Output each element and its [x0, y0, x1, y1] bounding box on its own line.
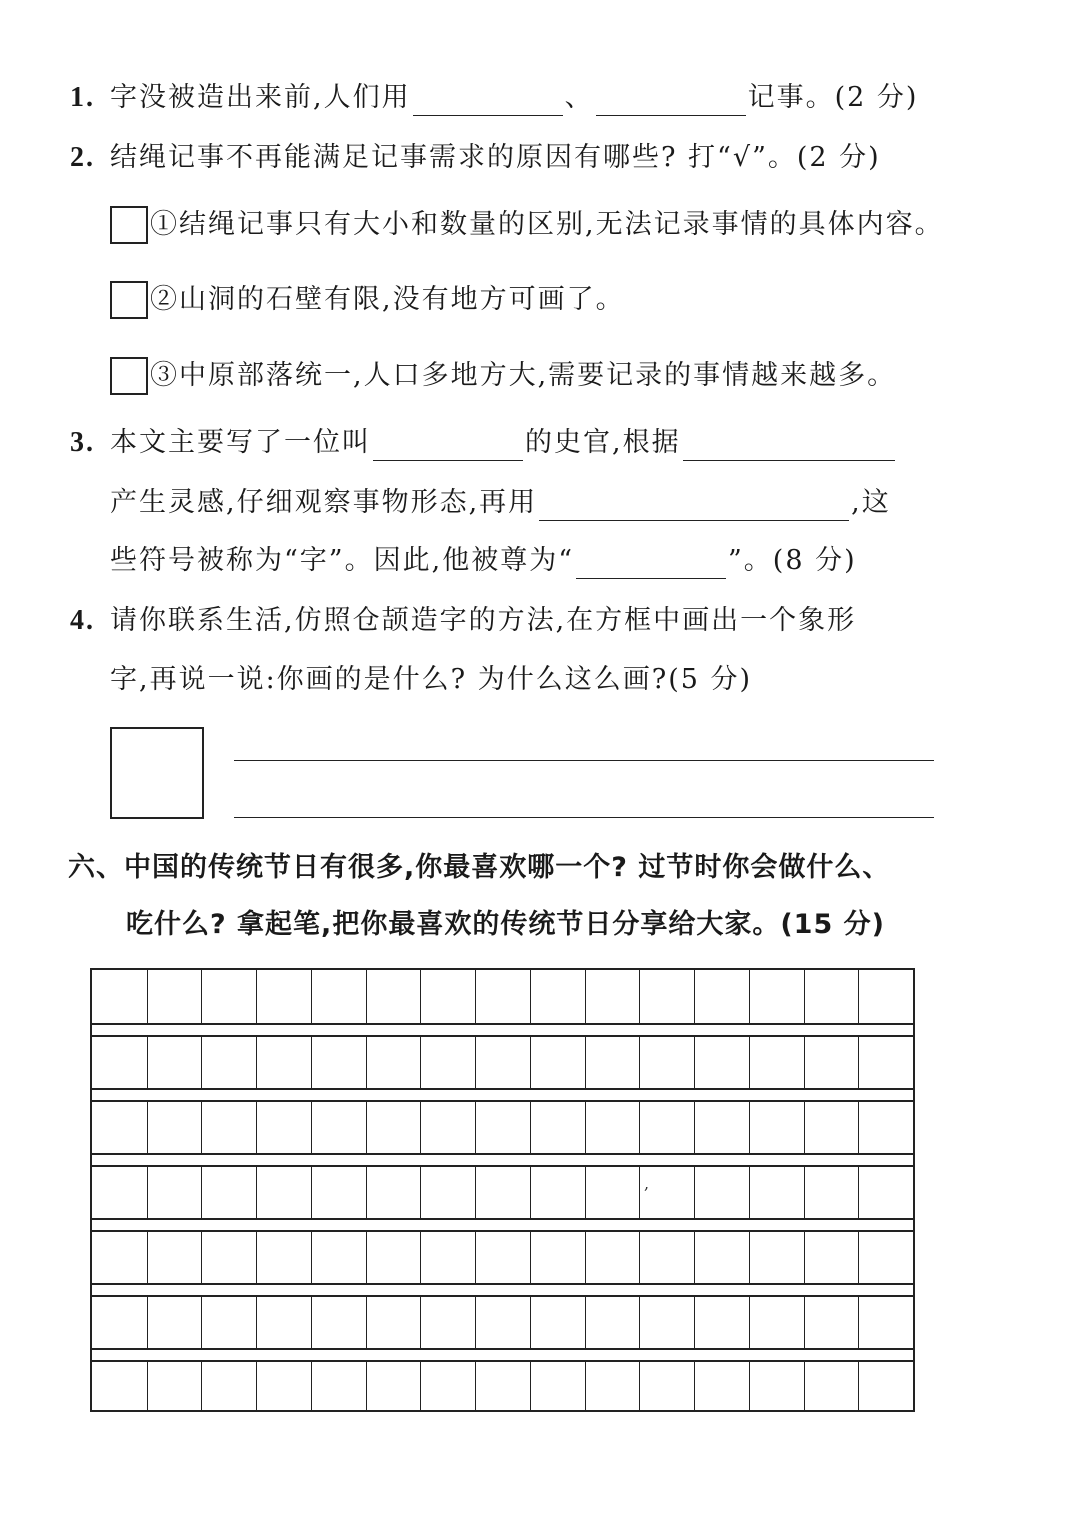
question-3-text: 的史官,根据: [525, 427, 681, 458]
grid-row: [92, 968, 913, 1025]
grid-cell-divider: [804, 1297, 805, 1348]
checkbox-option-3[interactable]: [110, 357, 148, 395]
grid-cell-divider: [366, 1102, 367, 1153]
question-4-line-1: [70, 603, 856, 639]
grid-cell-divider: [147, 1102, 148, 1153]
grid-cell-divider: [639, 1167, 640, 1218]
drawing-box[interactable]: [110, 727, 204, 819]
grid-cell-divider: [530, 968, 531, 1023]
grid-cell-divider: [311, 1297, 312, 1348]
grid-cell-divider: [694, 1037, 695, 1088]
grid-cell-divider: [475, 1167, 476, 1218]
question-2: [70, 140, 881, 176]
question-number: 3.: [70, 427, 95, 458]
grid-cell-divider: [804, 1102, 805, 1153]
grid-cell-divider: [311, 1232, 312, 1283]
option-1-label: ①结绳记事只有大小和数量的区别,无法记录事情的具体内容。: [150, 209, 944, 240]
grid-cell-divider: [311, 968, 312, 1023]
grid-row: [92, 1100, 913, 1155]
answer-blank[interactable]: [683, 430, 895, 461]
grid-cell-divider: [147, 1297, 148, 1348]
grid-cell-divider: [366, 1232, 367, 1283]
grid-cell-divider: [475, 1037, 476, 1088]
grid-cell-divider: [201, 1232, 202, 1283]
grid-cell-divider: [585, 1362, 586, 1410]
grid-cell-divider: [256, 1362, 257, 1410]
grid-cell-divider: [475, 1362, 476, 1410]
grid-cell-divider: [694, 1297, 695, 1348]
writing-line[interactable]: [234, 760, 934, 761]
answer-blank[interactable]: [413, 85, 563, 116]
grid-cell-divider: [420, 1167, 421, 1218]
grid-cell-divider: [420, 1232, 421, 1283]
checkbox-option-1[interactable]: [110, 206, 148, 244]
option-2-label: ②山洞的石壁有限,没有地方可画了。: [150, 284, 625, 315]
grid-cell-divider: [256, 1037, 257, 1088]
grid-cell-divider: [311, 1167, 312, 1218]
question-1-text-end: 记事。(2 分): [747, 82, 919, 113]
grid-row: [92, 1230, 913, 1285]
grid-cell-divider: [256, 1232, 257, 1283]
section-6-prompt-line-1: 六、中国的传统节日有很多,你最喜欢哪一个? 过节时你会做什么、: [68, 852, 891, 883]
question-4-line-2: 字,再说一说:你画的是什么? 为什么这么画?(5 分): [110, 664, 753, 695]
question-3-line-3: [110, 543, 857, 579]
separator: 、: [564, 82, 594, 113]
stray-mark: ,: [644, 1174, 650, 1193]
grid-row: [92, 1035, 913, 1090]
grid-cell-divider: [639, 1362, 640, 1410]
writing-line[interactable]: [234, 817, 934, 818]
grid-cell-divider: [585, 1037, 586, 1088]
grid-cell-divider: [749, 1232, 750, 1283]
question-number: 2.: [70, 142, 95, 173]
grid-cell-divider: [694, 1232, 695, 1283]
grid-cell-divider: [694, 1102, 695, 1153]
grid-cell-divider: [147, 968, 148, 1023]
question-2-text: 结绳记事不再能满足记事需求的原因有哪些? 打“√”。(2 分): [110, 142, 881, 173]
grid-cell-divider: [858, 1297, 859, 1348]
grid-cell-divider: [749, 1102, 750, 1153]
grid-cell-divider: [530, 1297, 531, 1348]
grid-cell-divider: [639, 1232, 640, 1283]
grid-cell-divider: [201, 968, 202, 1023]
grid-cell-divider: [639, 1297, 640, 1348]
grid-cell-divider: [585, 968, 586, 1023]
grid-cell-divider: [311, 1362, 312, 1410]
grid-cell-divider: [530, 1362, 531, 1410]
grid-cell-divider: [639, 968, 640, 1023]
section-6-prompt-line-2: 吃什么? 拿起笔,把你最喜欢的传统节日分享给大家。(15 分): [126, 909, 885, 940]
grid-cell-divider: [311, 1037, 312, 1088]
grid-cell-divider: [201, 1297, 202, 1348]
grid-cell-divider: [475, 1102, 476, 1153]
question-1-text-start: 字没被造出来前,人们用: [110, 82, 411, 113]
grid-cell-divider: [694, 1167, 695, 1218]
grid-cell-divider: [585, 1297, 586, 1348]
grid-cell-divider: [858, 968, 859, 1023]
grid-cell-divider: [858, 1037, 859, 1088]
grid-cell-divider: [475, 968, 476, 1023]
grid-cell-divider: [366, 1037, 367, 1088]
grid-cell-divider: [804, 968, 805, 1023]
answer-blank[interactable]: [596, 85, 746, 116]
question-1: [70, 80, 918, 116]
question-4-text: 请你联系生活,仿照仓颉造字的方法,在方框中画出一个象形: [110, 605, 857, 636]
writing-grid[interactable]: [90, 968, 915, 1412]
question-3-text: 些符号被称为“字”。因此,他被尊为“: [110, 545, 574, 576]
grid-cell-divider: [804, 1362, 805, 1410]
grid-cell-divider: [858, 1232, 859, 1283]
grid-cell-divider: [858, 1102, 859, 1153]
grid-cell-divider: [530, 1037, 531, 1088]
grid-cell-divider: [201, 1362, 202, 1410]
grid-cell-divider: [420, 1102, 421, 1153]
question-3-text: ”。(8 分): [728, 545, 857, 576]
grid-cell-divider: [530, 1102, 531, 1153]
grid-row: [92, 1360, 913, 1410]
grid-cell-divider: [201, 1167, 202, 1218]
grid-cell-divider: [749, 968, 750, 1023]
grid-cell-divider: [639, 1102, 640, 1153]
grid-cell-divider: [585, 1232, 586, 1283]
grid-cell-divider: [804, 1037, 805, 1088]
grid-cell-divider: [530, 1167, 531, 1218]
grid-cell-divider: [749, 1167, 750, 1218]
answer-blank[interactable]: [373, 430, 523, 461]
grid-row: [92, 1295, 913, 1350]
grid-cell-divider: [256, 1167, 257, 1218]
grid-cell-divider: [201, 1102, 202, 1153]
grid-cell-divider: [585, 1167, 586, 1218]
grid-cell-divider: [256, 1297, 257, 1348]
grid-cell-divider: [639, 1037, 640, 1088]
grid-row: [92, 1165, 913, 1220]
grid-cell-divider: [420, 1297, 421, 1348]
grid-cell-divider: [311, 1102, 312, 1153]
answer-blank[interactable]: [576, 548, 726, 579]
grid-cell-divider: [858, 1362, 859, 1410]
grid-cell-divider: [420, 1362, 421, 1410]
grid-cell-divider: [366, 968, 367, 1023]
grid-cell-divider: [475, 1232, 476, 1283]
grid-cell-divider: [366, 1297, 367, 1348]
checkbox-option-2[interactable]: [110, 281, 148, 319]
option-3-label: ③中原部落统一,人口多地方大,需要记录的事情越来越多。: [150, 360, 897, 391]
grid-cell-divider: [256, 1102, 257, 1153]
grid-cell-divider: [749, 1362, 750, 1410]
grid-cell-divider: [804, 1167, 805, 1218]
grid-cell-divider: [858, 1167, 859, 1218]
question-3-text: 产生灵感,仔细观察事物形态,再用: [110, 487, 538, 518]
grid-cell-divider: [147, 1167, 148, 1218]
grid-cell-divider: [420, 968, 421, 1023]
grid-cell-divider: [804, 1232, 805, 1283]
question-3-line-2: [110, 485, 891, 521]
grid-cell-divider: [420, 1037, 421, 1088]
grid-cell-divider: [694, 1362, 695, 1410]
grid-cell-divider: [147, 1232, 148, 1283]
grid-cell-divider: [147, 1037, 148, 1088]
grid-cell-divider: [749, 1037, 750, 1088]
question-number: 1.: [70, 82, 95, 113]
grid-cell-divider: [585, 1102, 586, 1153]
grid-cell-divider: [749, 1297, 750, 1348]
grid-cell-divider: [366, 1167, 367, 1218]
question-3-text: ,这: [851, 487, 891, 518]
grid-cell-divider: [366, 1362, 367, 1410]
question-3-line-1: [70, 425, 897, 461]
question-number: 4.: [70, 605, 95, 636]
grid-cell-divider: [475, 1297, 476, 1348]
answer-blank[interactable]: [539, 490, 849, 521]
grid-cell-divider: [147, 1362, 148, 1410]
grid-cell-divider: [256, 968, 257, 1023]
grid-cell-divider: [530, 1232, 531, 1283]
grid-cell-divider: [694, 968, 695, 1023]
grid-cell-divider: [201, 1037, 202, 1088]
question-3-text: 本文主要写了一位叫: [110, 427, 371, 458]
